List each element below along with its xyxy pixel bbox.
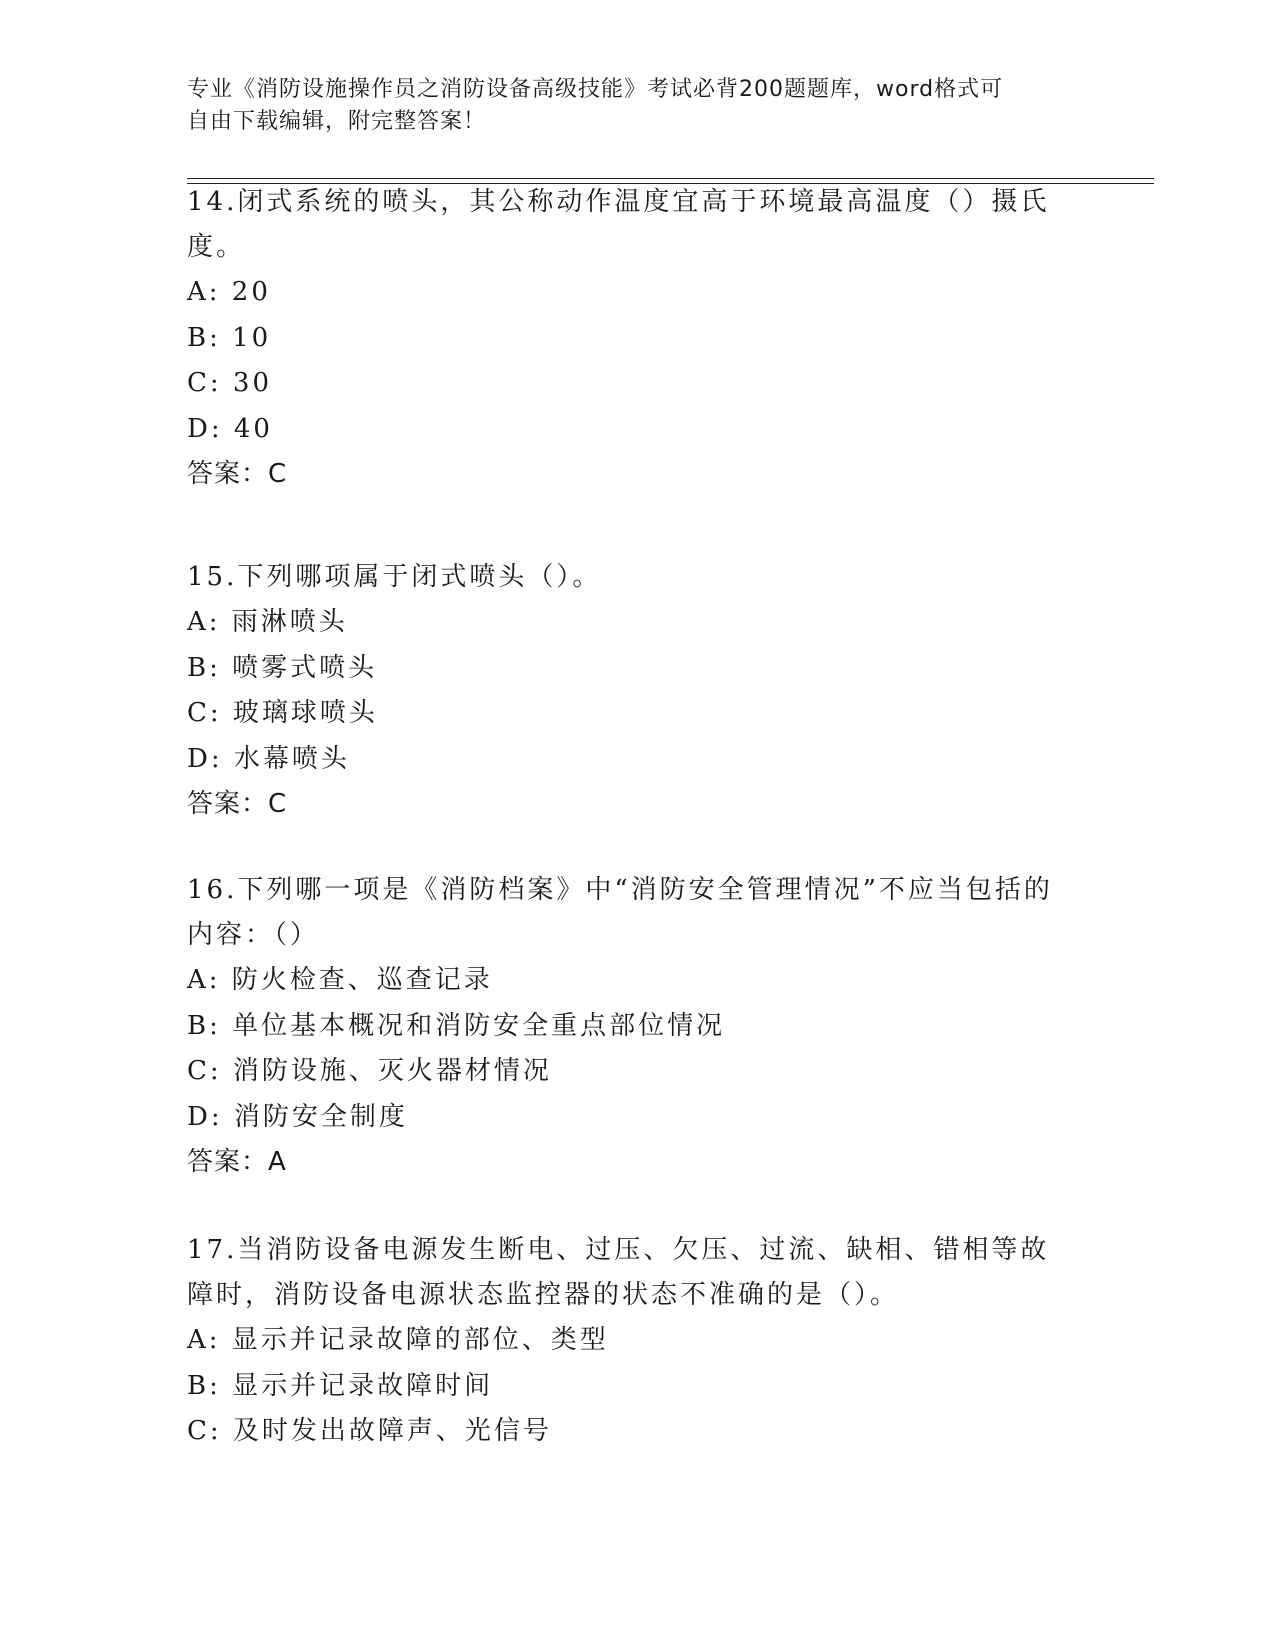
question-stem: 17.当消防设备电源发生断电、过压、欠压、过流、缺相、错相等故障时，消防设备电源状态监控器的状态不准确的是（）。 — [187, 1235, 1050, 1310]
option-b: B: 10 — [187, 322, 272, 353]
option-b: B: 单位基本概况和消防安全重点部位情况 — [187, 1010, 726, 1041]
question-stem: 16.下列哪一项是《消防档案》中“消防安全管理情况”不应当包括的内容：（） — [187, 875, 1053, 950]
question-17 — [187, 1228, 1067, 1455]
header-line-2: 自由下载编辑，附完整答案！ — [187, 109, 487, 134]
option-a: A: 显示并记录故障的部位、类型 — [187, 1325, 609, 1355]
answer: 答案：C — [187, 459, 288, 489]
question-15 — [187, 555, 1067, 827]
option-d: D: 水幕喷头 — [187, 743, 350, 774]
question-stem: 15.下列哪项属于闭式喷头（）。 — [187, 562, 602, 592]
question-16 — [187, 868, 1067, 1185]
document-header — [187, 74, 1067, 138]
option-a: A: 雨淋喷头 — [187, 607, 348, 637]
option-c: C: 玻璃球喷头 — [187, 698, 378, 728]
answer: 答案：C — [187, 789, 288, 819]
option-a: A: 防火检查、巡查记录 — [187, 965, 493, 995]
question-stem: 14.闭式系统的喷头，其公称动作温度宜高于环境最高温度（）摄氏度。 — [187, 187, 1050, 262]
option-c: C: 30 — [187, 368, 273, 398]
option-d: D: 40 — [187, 413, 273, 444]
option-c: C: 消防设施、灭火器材情况 — [187, 1056, 552, 1086]
header-line-1: 专业《消防设施操作员之消防设备高级技能》考试必背200题题库，word格式可 — [187, 77, 1004, 102]
option-b: B: 显示并记录故障时间 — [187, 1370, 494, 1401]
option-b: B: 喷雾式喷头 — [187, 652, 378, 683]
option-d: D: 消防安全制度 — [187, 1101, 408, 1132]
answer: 答案：A — [187, 1147, 287, 1177]
option-a: A: 20 — [187, 277, 271, 307]
question-14 — [187, 180, 1067, 497]
option-c: C: 及时发出故障声、光信号 — [187, 1416, 552, 1446]
